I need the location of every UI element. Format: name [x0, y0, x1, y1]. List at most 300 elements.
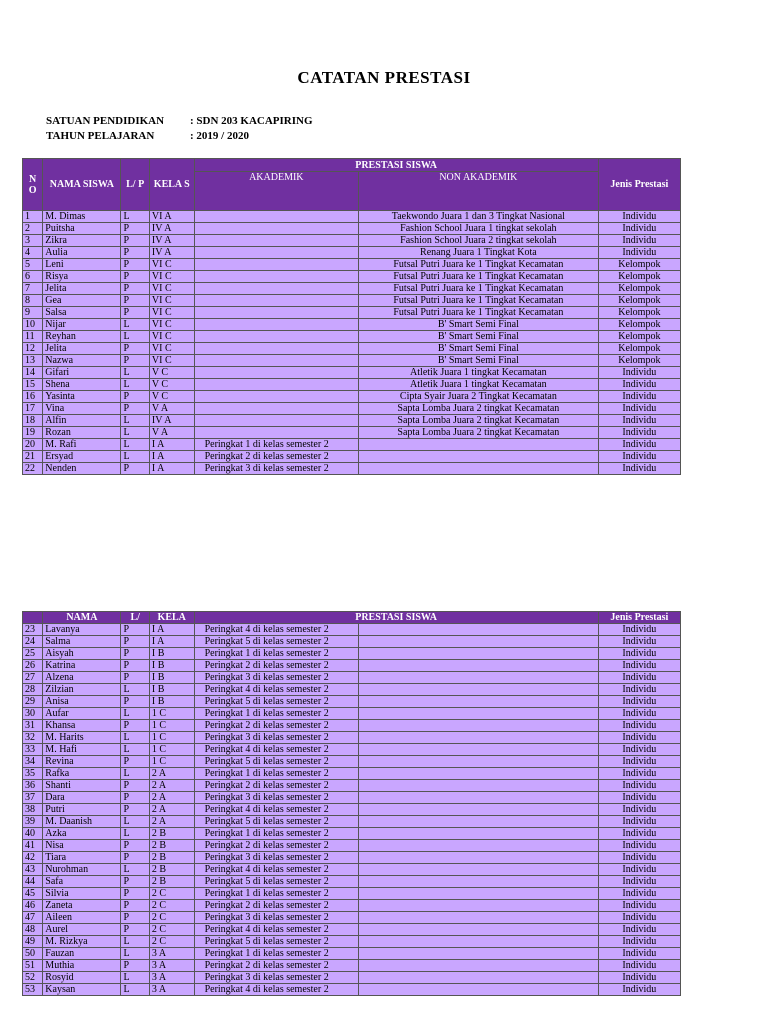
cell-jenis: Individu: [598, 828, 680, 840]
cell-akademik: Peringkat 4 di kelas semester 2: [194, 684, 358, 696]
cell-no: 42: [23, 852, 43, 864]
cell-jenis: Kelompok: [598, 295, 680, 307]
cell-akademik: Peringkat 4 di kelas semester 2: [194, 744, 358, 756]
cell-non-akademik: [359, 888, 599, 900]
cell-no: 22: [23, 463, 43, 475]
table-row: [23, 367, 681, 379]
cell-nama: Anisa: [43, 696, 121, 708]
cell-lp: P: [121, 283, 149, 295]
cell-kelas: 3 A: [149, 948, 194, 960]
cell-jenis: Individu: [598, 912, 680, 924]
cell-jenis: Individu: [598, 367, 680, 379]
cell-kelas: 1 C: [149, 732, 194, 744]
cell-nama: M. Rizkya: [43, 936, 121, 948]
cell-no: 28: [23, 684, 43, 696]
cell-kelas: VI C: [149, 307, 194, 319]
cell-lp: P: [121, 876, 149, 888]
cell-nama: Reyhan: [43, 331, 121, 343]
cell-nama: Silvia: [43, 888, 121, 900]
cell-jenis: Kelompok: [598, 259, 680, 271]
cell-non-akademik: [359, 708, 599, 720]
cell-kelas: 1 C: [149, 720, 194, 732]
table-row: [23, 708, 681, 720]
table-row: [23, 984, 681, 996]
cell-lp: P: [121, 960, 149, 972]
table-row: [23, 636, 681, 648]
cell-jenis: Kelompok: [598, 319, 680, 331]
cell-nama: M. Daanish: [43, 816, 121, 828]
cell-jenis: Individu: [598, 948, 680, 960]
cell-nama: Aisyah: [43, 648, 121, 660]
cell-jenis: Individu: [598, 816, 680, 828]
cell-akademik: Peringkat 1 di kelas semester 2: [194, 768, 358, 780]
cell-kelas: VI C: [149, 271, 194, 283]
cell-lp: P: [121, 648, 149, 660]
cell-akademik: [194, 367, 358, 379]
cell-akademik: [194, 259, 358, 271]
cell-nama: Aurel: [43, 924, 121, 936]
cell-lp: L: [121, 936, 149, 948]
cell-non-akademik: [359, 936, 599, 948]
cell-no: 26: [23, 660, 43, 672]
cell-non-akademik: [359, 900, 599, 912]
cell-no: 3: [23, 235, 43, 247]
cell-kelas: V C: [149, 391, 194, 403]
table-row: [23, 451, 681, 463]
cell-nama: Alzena: [43, 672, 121, 684]
cell-akademik: Peringkat 5 di kelas semester 2: [194, 816, 358, 828]
cell-lp: P: [121, 900, 149, 912]
cell-nama: Leni: [43, 259, 121, 271]
table-row: [23, 864, 681, 876]
school-value: : SDN 203 KACAPIRING: [190, 115, 313, 127]
cell-nama: Khansa: [43, 720, 121, 732]
cell-kelas: 2 C: [149, 900, 194, 912]
cell-jenis: Individu: [598, 684, 680, 696]
cell-kelas: VI C: [149, 283, 194, 295]
cell-lp: P: [121, 307, 149, 319]
cell-nama: M. Rafi: [43, 439, 121, 451]
cell-non-akademik: B' Smart Semi Final: [359, 319, 599, 331]
cell-kelas: 2 A: [149, 804, 194, 816]
year-label: TAHUN PELAJARAN: [46, 130, 155, 142]
cell-kelas: VI C: [149, 343, 194, 355]
cell-lp: P: [121, 235, 149, 247]
cell-nama: Risya: [43, 271, 121, 283]
cell-jenis: Individu: [598, 864, 680, 876]
cell-kelas: 2 C: [149, 912, 194, 924]
cell-non-akademik: [359, 864, 599, 876]
header-prestasi: PRESTASI SISWA: [194, 159, 598, 172]
cell-no: 16: [23, 391, 43, 403]
cell-nama: Katrina: [43, 660, 121, 672]
table-row: [23, 660, 681, 672]
cell-no: 17: [23, 403, 43, 415]
cell-akademik: Peringkat 4 di kelas semester 2: [194, 624, 358, 636]
cell-lp: P: [121, 912, 149, 924]
cell-nama: Zilzian: [43, 684, 121, 696]
cell-non-akademik: Renang Juara 1 Tingkat Kota: [359, 247, 599, 259]
table-row: [23, 331, 681, 343]
table-row: [23, 804, 681, 816]
year-info-row: [46, 130, 249, 142]
cell-non-akademik: [359, 792, 599, 804]
table-row: [23, 211, 681, 223]
cell-akademik: [194, 247, 358, 259]
cell-nama: M. Hafi: [43, 744, 121, 756]
cell-kelas: I A: [149, 451, 194, 463]
cell-nama: Kaysan: [43, 984, 121, 996]
cell-no: 46: [23, 900, 43, 912]
cell-jenis: Individu: [598, 924, 680, 936]
cell-nama: Alfin: [43, 415, 121, 427]
cell-nama: Nisa: [43, 840, 121, 852]
table-row: [23, 768, 681, 780]
cell-akademik: Peringkat 1 di kelas semester 2: [194, 648, 358, 660]
cell-non-akademik: B' Smart Semi Final: [359, 343, 599, 355]
cell-lp: L: [121, 684, 149, 696]
cell-lp: L: [121, 367, 149, 379]
cell-akademik: Peringkat 2 di kelas semester 2: [194, 660, 358, 672]
cell-lp: L: [121, 451, 149, 463]
school-info-row: [46, 115, 313, 127]
cell-non-akademik: [359, 816, 599, 828]
cell-non-akademik: [359, 972, 599, 984]
cell-kelas: I A: [149, 439, 194, 451]
cell-non-akademik: Sapta Lomba Juara 2 tingkat Kecamatan: [359, 403, 599, 415]
cell-nama: Tiara: [43, 852, 121, 864]
cell-kelas: 2 C: [149, 888, 194, 900]
cell-kelas: 3 A: [149, 960, 194, 972]
cell-akademik: Peringkat 2 di kelas semester 2: [194, 780, 358, 792]
cell-no: 53: [23, 984, 43, 996]
cell-no: 8: [23, 295, 43, 307]
cell-akademik: Peringkat 4 di kelas semester 2: [194, 864, 358, 876]
cell-kelas: I B: [149, 684, 194, 696]
cell-akademik: Peringkat 2 di kelas semester 2: [194, 840, 358, 852]
cell-no: 48: [23, 924, 43, 936]
cell-no: 38: [23, 804, 43, 816]
table-row: [23, 780, 681, 792]
table-row: [23, 235, 681, 247]
cell-kelas: 2 B: [149, 840, 194, 852]
cell-akademik: Peringkat 5 di kelas semester 2: [194, 636, 358, 648]
cell-kelas: 2 B: [149, 852, 194, 864]
table-row: [23, 828, 681, 840]
cell-kelas: 2 C: [149, 924, 194, 936]
cell-nama: Nijar: [43, 319, 121, 331]
cell-non-akademik: B' Smart Semi Final: [359, 355, 599, 367]
cell-nama: Salma: [43, 636, 121, 648]
cell-non-akademik: Atletik Juara 1 tingkat Kecamatan: [359, 379, 599, 391]
cell-non-akademik: Cipta Syair Juara 2 Tingkat Kecamatan: [359, 391, 599, 403]
cell-kelas: 2 A: [149, 768, 194, 780]
cell-non-akademik: [359, 780, 599, 792]
cell-nama: Zikra: [43, 235, 121, 247]
cell-lp: P: [121, 924, 149, 936]
cell-akademik: Peringkat 1 di kelas semester 2: [194, 888, 358, 900]
cell-lp: P: [121, 463, 149, 475]
header-nama: NAMA SISWA: [43, 159, 121, 211]
cell-nama: Yasinta: [43, 391, 121, 403]
cell-jenis: Individu: [598, 804, 680, 816]
cell-jenis: Individu: [598, 403, 680, 415]
cell-kelas: 3 A: [149, 984, 194, 996]
cell-jenis: Individu: [598, 732, 680, 744]
cell-lp: P: [121, 259, 149, 271]
cell-jenis: Individu: [598, 852, 680, 864]
cell-lp: P: [121, 852, 149, 864]
page-title: CATATAN PRESTASI: [297, 68, 471, 87]
cell-kelas: VI C: [149, 295, 194, 307]
cell-non-akademik: [359, 828, 599, 840]
cell-akademik: Peringkat 5 di kelas semester 2: [194, 936, 358, 948]
cell-lp: L: [121, 828, 149, 840]
cell-no: 14: [23, 367, 43, 379]
cell-non-akademik: [359, 960, 599, 972]
cell-jenis: Kelompok: [598, 331, 680, 343]
cell-lp: L: [121, 768, 149, 780]
table-row: [23, 744, 681, 756]
cell-lp: P: [121, 343, 149, 355]
cell-akademik: Peringkat 5 di kelas semester 2: [194, 696, 358, 708]
cell-non-akademik: Futsal Putri Juara ke 1 Tingkat Kecamatan: [359, 295, 599, 307]
cell-jenis: Individu: [598, 708, 680, 720]
cell-no: 51: [23, 960, 43, 972]
cell-non-akademik: Sapta Lomba Juara 2 tingkat Kecamatan: [359, 415, 599, 427]
cell-no: 13: [23, 355, 43, 367]
cell-lp: L: [121, 415, 149, 427]
cell-kelas: 2 B: [149, 876, 194, 888]
cell-no: 36: [23, 780, 43, 792]
cell-nama: Azka: [43, 828, 121, 840]
cell-jenis: Individu: [598, 247, 680, 259]
cell-no: 43: [23, 864, 43, 876]
cell-lp: P: [121, 223, 149, 235]
cell-lp: L: [121, 816, 149, 828]
cell-nama: Gea: [43, 295, 121, 307]
cell-no: 10: [23, 319, 43, 331]
cell-kelas: VI C: [149, 355, 194, 367]
cell-akademik: Peringkat 4 di kelas semester 2: [194, 804, 358, 816]
cell-no: 49: [23, 936, 43, 948]
header2-nama: NAMA: [43, 612, 121, 624]
cell-jenis: Individu: [598, 415, 680, 427]
cell-akademik: Peringkat 2 di kelas semester 2: [194, 900, 358, 912]
table-row: [23, 936, 681, 948]
table-row: [23, 415, 681, 427]
cell-jenis: Kelompok: [598, 343, 680, 355]
cell-akademik: Peringkat 3 di kelas semester 2: [194, 672, 358, 684]
cell-lp: L: [121, 379, 149, 391]
cell-kelas: I B: [149, 696, 194, 708]
cell-akademik: [194, 211, 358, 223]
cell-kelas: I B: [149, 672, 194, 684]
cell-akademik: [194, 319, 358, 331]
cell-jenis: Individu: [598, 720, 680, 732]
cell-jenis: Individu: [598, 379, 680, 391]
cell-jenis: Individu: [598, 672, 680, 684]
table-row: [23, 696, 681, 708]
cell-no: 20: [23, 439, 43, 451]
cell-nama: Safa: [43, 876, 121, 888]
cell-no: 34: [23, 756, 43, 768]
cell-jenis: Kelompok: [598, 271, 680, 283]
cell-no: 12: [23, 343, 43, 355]
table-row: [23, 427, 681, 439]
table-row: [23, 948, 681, 960]
cell-lp: P: [121, 247, 149, 259]
header2-no: [23, 612, 43, 624]
cell-non-akademik: [359, 852, 599, 864]
cell-jenis: Individu: [598, 744, 680, 756]
cell-non-akademik: [359, 912, 599, 924]
cell-no: 39: [23, 816, 43, 828]
cell-kelas: 2 B: [149, 828, 194, 840]
table-row: [23, 888, 681, 900]
cell-non-akademik: Futsal Putri Juara ke 1 Tingkat Kecamatan: [359, 259, 599, 271]
cell-lp: L: [121, 211, 149, 223]
table-row: [23, 840, 681, 852]
table-row: [23, 379, 681, 391]
cell-jenis: Individu: [598, 223, 680, 235]
cell-lp: P: [121, 391, 149, 403]
cell-lp: L: [121, 864, 149, 876]
cell-kelas: 1 C: [149, 744, 194, 756]
table-row: [23, 439, 681, 451]
cell-jenis: Individu: [598, 463, 680, 475]
cell-non-akademik: Futsal Putri Juara ke 1 Tingkat Kecamatan: [359, 271, 599, 283]
cell-jenis: Individu: [598, 780, 680, 792]
cell-jenis: Individu: [598, 840, 680, 852]
cell-akademik: Peringkat 3 di kelas semester 2: [194, 792, 358, 804]
cell-nama: Puitsha: [43, 223, 121, 235]
cell-akademik: [194, 223, 358, 235]
cell-nama: Putri: [43, 804, 121, 816]
header-lp: L/ P: [121, 159, 149, 211]
table-row: [23, 259, 681, 271]
cell-jenis: Individu: [598, 451, 680, 463]
cell-akademik: Peringkat 1 di kelas semester 2: [194, 708, 358, 720]
cell-no: 37: [23, 792, 43, 804]
cell-nama: Rozan: [43, 427, 121, 439]
cell-non-akademik: [359, 463, 599, 475]
cell-jenis: Individu: [598, 427, 680, 439]
cell-no: 18: [23, 415, 43, 427]
cell-jenis: Kelompok: [598, 355, 680, 367]
cell-lp: P: [121, 840, 149, 852]
cell-kelas: I A: [149, 463, 194, 475]
cell-non-akademik: [359, 684, 599, 696]
cell-lp: P: [121, 355, 149, 367]
achievement-table-2: [22, 611, 681, 996]
table-row: [23, 648, 681, 660]
header-kelas: KELA S: [149, 159, 194, 211]
cell-kelas: V A: [149, 403, 194, 415]
cell-non-akademik: [359, 672, 599, 684]
cell-non-akademik: [359, 756, 599, 768]
cell-lp: P: [121, 271, 149, 283]
cell-nama: Rafka: [43, 768, 121, 780]
cell-kelas: VI C: [149, 331, 194, 343]
cell-nama: Aulia: [43, 247, 121, 259]
cell-akademik: Peringkat 4 di kelas semester 2: [194, 984, 358, 996]
table-row: [23, 672, 681, 684]
cell-kelas: V A: [149, 427, 194, 439]
cell-lp: P: [121, 624, 149, 636]
cell-no: 33: [23, 744, 43, 756]
cell-akademik: Peringkat 3 di kelas semester 2: [194, 463, 358, 475]
table-row: [23, 319, 681, 331]
cell-kelas: 2 B: [149, 864, 194, 876]
cell-akademik: Peringkat 1 di kelas semester 2: [194, 948, 358, 960]
cell-jenis: Individu: [598, 391, 680, 403]
cell-no: 52: [23, 972, 43, 984]
cell-lp: P: [121, 780, 149, 792]
cell-jenis: Individu: [598, 936, 680, 948]
cell-lp: P: [121, 672, 149, 684]
cell-lp: P: [121, 804, 149, 816]
cell-jenis: Individu: [598, 624, 680, 636]
cell-lp: L: [121, 972, 149, 984]
cell-jenis: Kelompok: [598, 307, 680, 319]
cell-akademik: [194, 427, 358, 439]
cell-kelas: 1 C: [149, 708, 194, 720]
table-row: [23, 852, 681, 864]
cell-nama: Shena: [43, 379, 121, 391]
header2-kelas: KELA: [149, 612, 194, 624]
cell-lp: L: [121, 744, 149, 756]
cell-jenis: Individu: [598, 648, 680, 660]
cell-akademik: Peringkat 3 di kelas semester 2: [194, 732, 358, 744]
header2-prestasi: PRESTASI SISWA: [194, 612, 598, 624]
cell-kelas: IV A: [149, 247, 194, 259]
cell-non-akademik: [359, 439, 599, 451]
cell-akademik: Peringkat 5 di kelas semester 2: [194, 876, 358, 888]
cell-jenis: Individu: [598, 960, 680, 972]
cell-kelas: IV A: [149, 415, 194, 427]
cell-non-akademik: Taekwondo Juara 1 dan 3 Tingkat Nasional: [359, 211, 599, 223]
cell-nama: Rosyid: [43, 972, 121, 984]
cell-non-akademik: Atletik Juara 1 tingkat Kecamatan: [359, 367, 599, 379]
cell-lp: L: [121, 319, 149, 331]
table-row: [23, 223, 681, 235]
cell-non-akademik: Fashion School Juara 2 tingkat sekolah: [359, 235, 599, 247]
cell-jenis: Individu: [598, 792, 680, 804]
header2-lp: L/: [121, 612, 149, 624]
cell-non-akademik: [359, 660, 599, 672]
table-row: [23, 624, 681, 636]
table-row: [23, 295, 681, 307]
cell-nama: Vina: [43, 403, 121, 415]
cell-no: 31: [23, 720, 43, 732]
cell-non-akademik: [359, 451, 599, 463]
cell-no: 35: [23, 768, 43, 780]
cell-no: 50: [23, 948, 43, 960]
cell-jenis: Individu: [598, 768, 680, 780]
cell-kelas: I B: [149, 648, 194, 660]
cell-lp: P: [121, 756, 149, 768]
cell-no: 23: [23, 624, 43, 636]
cell-akademik: [194, 307, 358, 319]
cell-jenis: Individu: [598, 876, 680, 888]
cell-non-akademik: [359, 648, 599, 660]
cell-kelas: 2 A: [149, 780, 194, 792]
cell-jenis: Individu: [598, 888, 680, 900]
cell-lp: P: [121, 888, 149, 900]
cell-akademik: Peringkat 3 di kelas semester 2: [194, 852, 358, 864]
cell-no: 41: [23, 840, 43, 852]
